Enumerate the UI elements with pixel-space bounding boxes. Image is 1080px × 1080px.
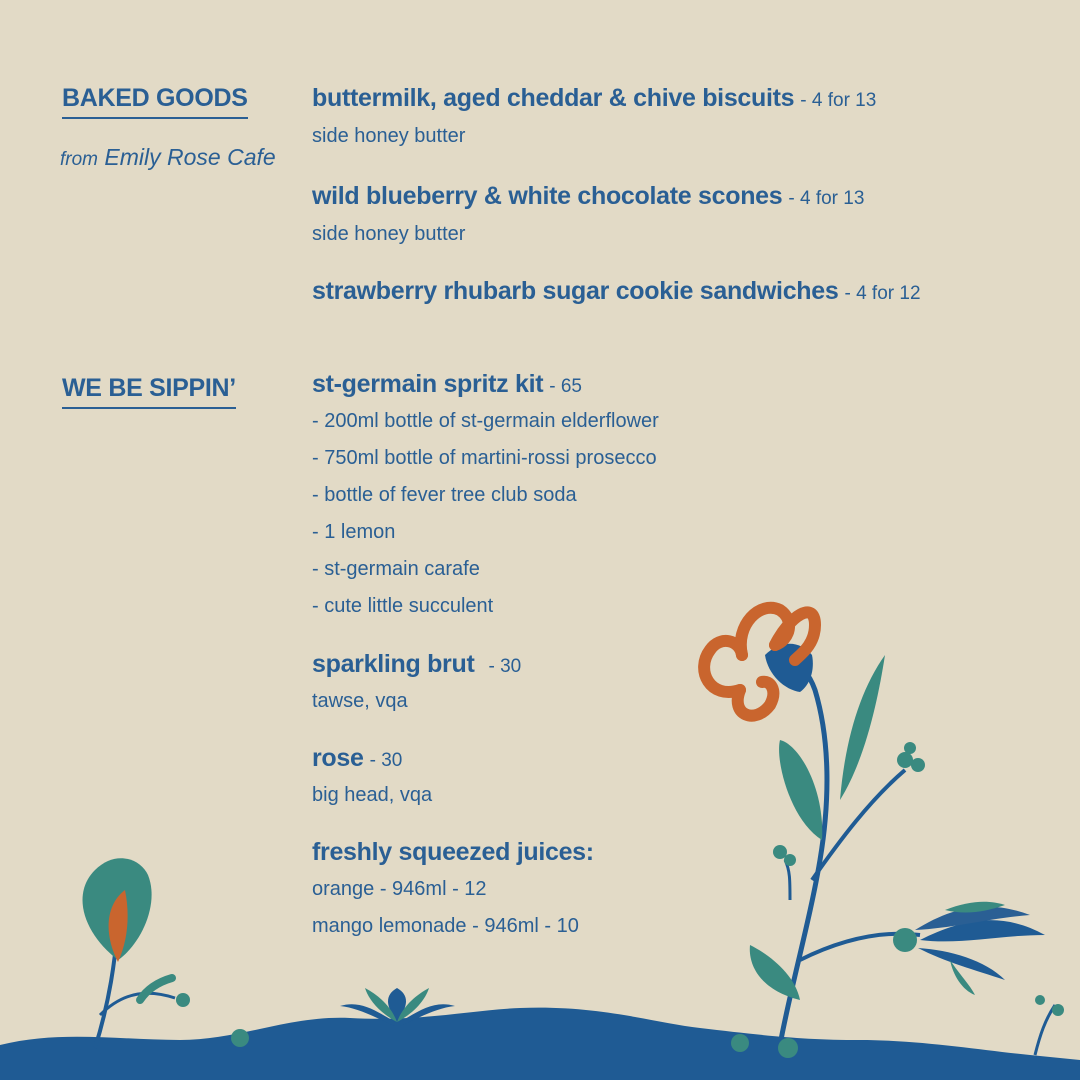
juice-line: mango lemonade - 946ml - 10	[312, 915, 579, 937]
section-heading-baked-goods: BAKED GOODS	[62, 84, 248, 119]
menu-item-spritz-kit	[312, 370, 582, 399]
item-note: side honey butter	[312, 223, 466, 245]
item-price: - 65	[549, 376, 582, 397]
from-label: from	[60, 149, 98, 170]
item-name: buttermilk, aged cheddar & chive biscuits	[312, 84, 795, 112]
item-note: tawse, vqa	[312, 690, 408, 712]
source-credit	[60, 144, 276, 171]
item-price: - 4 for 13	[788, 188, 865, 209]
menu-item-rose	[312, 744, 402, 773]
source-name: Emily Rose Cafe	[104, 144, 276, 170]
item-name: sparkling brut	[312, 650, 475, 678]
kit-content-line: - 750ml bottle of martini-rossi prosecco	[312, 447, 657, 469]
item-price: - 30	[488, 656, 522, 677]
item-note: big head, vqa	[312, 784, 433, 806]
item-note: side honey butter	[312, 125, 466, 147]
menu-item	[312, 182, 864, 211]
item-price: - 4 for 12	[844, 283, 921, 304]
item-name: strawberry rhubarb sugar cookie sandwiches	[312, 277, 839, 305]
kit-content-line: - st-germain carafe	[312, 558, 480, 580]
kit-content-line: - bottle of fever tree club soda	[312, 484, 577, 506]
juice-line: orange - 946ml - 12	[312, 878, 487, 900]
kit-content-line: - 1 lemon	[312, 521, 396, 543]
menu-item-brut	[312, 650, 521, 679]
item-name: rose	[312, 744, 364, 772]
kit-content-line: - cute little succulent	[312, 595, 494, 617]
orange-flower	[704, 608, 815, 716]
kit-content-line: - 200ml bottle of st-germain elderflower	[312, 410, 659, 432]
item-price: - 30	[369, 750, 403, 771]
menu-item	[312, 84, 876, 113]
item-name: st-germain spritz kit	[312, 370, 544, 398]
menu-item	[312, 277, 921, 306]
item-name: wild blueberry & white chocolate scones	[312, 182, 783, 210]
item-price: - 4 for 13	[800, 90, 877, 111]
menu-item-juices	[312, 838, 594, 867]
section-heading-sippin: WE BE SIPPIN’	[62, 374, 236, 409]
item-name: freshly squeezed juices:	[312, 838, 594, 866]
ground-wave	[0, 1008, 1080, 1080]
